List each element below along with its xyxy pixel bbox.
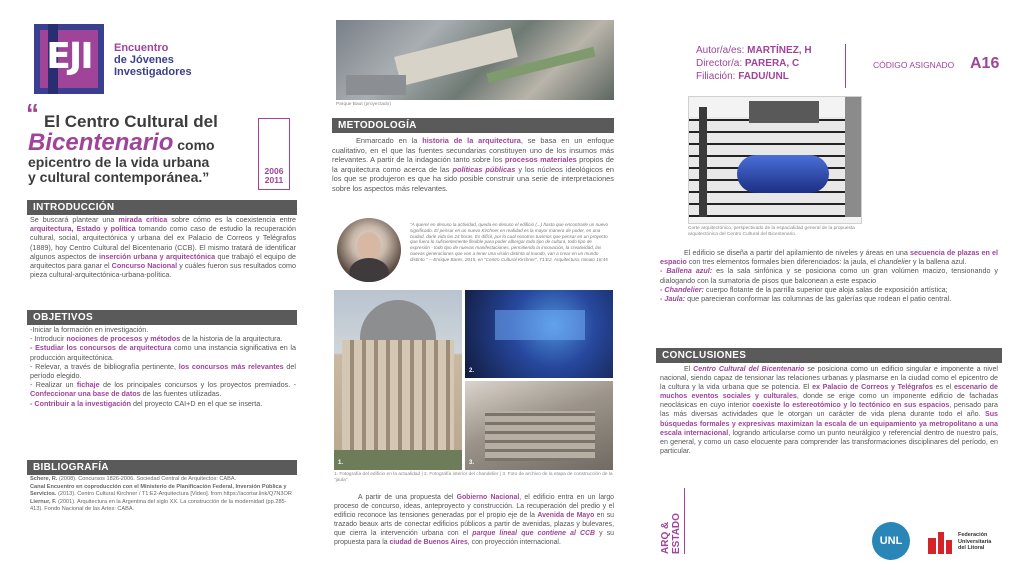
logo-text-2: de Jóvenes (114, 54, 174, 66)
met-h2: procesos materiales (504, 155, 577, 165)
rp-item-2-h: - Jaula: (660, 294, 686, 304)
authors-divider (845, 44, 846, 88)
section-drawing (688, 96, 862, 224)
fed-line-2: Universitaria (958, 538, 992, 545)
bibliografia-list (30, 476, 296, 513)
arq-estado-label (660, 488, 700, 554)
con-t4: , donde se erige como un imponente edificio de fachadas neoclásicas en cuyo interior (660, 392, 999, 410)
intro-h4: Concurso Nacional (111, 261, 178, 271)
rp-item-0-t: es la sala sinfónica y se posiciona como un gran volúmen macizo, tensionando y dialogando con la sumatoria de pisos que balconean a este espacio (660, 266, 998, 285)
con-t2: se posiciona como un edificio singular e imponente a nivel nacional, siendo capaz de tensionar las relaciones urbanas y plasmarse en la ciudad como el epicentro de la cultura y la vida urbana que se potencia. El (660, 365, 998, 392)
title-line-3: epicentro de la vida urbana (28, 154, 210, 170)
obj-1-t2: de la historia de la arquitectura. (180, 334, 283, 344)
con-h3: escenario de muchos eventos sociales y culturales (660, 383, 999, 401)
bib-item (30, 476, 296, 483)
bp-h1: Gobierno Nacional (456, 494, 520, 501)
rp-i1: chandelier (877, 257, 911, 267)
obj-4-t2: de los principales concursos y los proyectos premiados. - (99, 380, 296, 390)
author-row (696, 44, 856, 57)
objetivo-item (30, 399, 296, 408)
objetivo-item (30, 334, 296, 343)
met-h3: políticas públicas (452, 164, 516, 174)
affil-value: FADU/UNL (738, 71, 789, 82)
bib-1-b: Canal Encuentro en coproducción con el Ministerio de Planificación Federal, Inversión Pública y Servicios. (30, 484, 287, 497)
bp-t1: A partir de una propuesta del (358, 494, 457, 501)
bares-quote: "A querer en desuso la actividad, queda en desuso el edificio (...) hasta que encontrarle un nuevo significado. El pensar en un nuevo Kirchner en realidad es la mayor manera de poder, en una ciudad, darle vida las 24 horas. Es difícil, por lo cual nosotros tuvimos que pensar en un proyecto que fuera lo suficientemente flexible para poder albergar todo tipo de cultura, todo tipo de expresión - todo tipo de nuevas manifestaciones, permitiendo la innovación, la creatividad, las nuevas generaciones que van a tener una visión distinta al mundo, van a crear en un mundo distinto." —Enrique Bares, 2015, en "Centro Cultural Kirchner", T1:E2, Arquitectura, minuto 18:45 (410, 222, 609, 262)
obj-1-t: - Introducir (30, 334, 67, 344)
rp-t3: y la ballena azul. (910, 257, 967, 267)
title-line-1: El Centro Cultural del (44, 112, 218, 131)
con-h2: ex Palacio de Correos y Telégrafos (812, 383, 933, 392)
obj-5-t2: del proyecto CAI+D en el que se inserta. (131, 398, 263, 408)
bp-h3: parque lineal que contiene al CCB (472, 529, 595, 537)
section-caption: Corte arquitectónico, perspectivado de la espacialidad general de la propuesta arquitectónica del Centro Cultural del Bicentenario. (688, 226, 855, 237)
affil-label: Filiación: (696, 71, 736, 82)
bp-h4: ciudad de Buenos Aires (389, 538, 468, 546)
eji-logo (34, 24, 204, 94)
obj-4-t: - Realizar un (30, 380, 77, 390)
section-title-metodologia: METODOLOGÍA (332, 118, 614, 133)
bp-h2: Avenida de Mayo (537, 511, 595, 519)
bib-2-b: Liernur, F. (30, 499, 57, 505)
met-h1: historia de la arquitectura (422, 136, 521, 145)
federacion-mark (928, 530, 952, 556)
affil-row (696, 70, 856, 83)
intro-t4: que trabajó el equipo de arquitectos para ganar el (30, 251, 296, 271)
intro-t3: tomando como caso de estudio la recuperación cultural, social, arquitectónica y urbana del ex Palacio de Correos y Telégrafos (1889), hoy Centro Cultural del Bicentenario (CCB). El mismo tratará de identificar algunos aspectos de (30, 224, 296, 261)
section-title-objetivos: OBJETIVOS (27, 310, 297, 325)
met-t1: Enmarcado en la (356, 136, 423, 145)
title-line-2b: como (173, 137, 215, 153)
intro-h1: mirada crítica (118, 215, 168, 224)
objetivo-item (30, 380, 296, 398)
unl-logo-text: UNL (879, 535, 903, 547)
bib-item (30, 499, 296, 513)
title-line-4: y cultural contemporánea.” (28, 169, 210, 185)
aerial-photo (336, 20, 614, 100)
logo-text-3: Investigadores (114, 66, 192, 78)
metodologia-text (332, 136, 614, 194)
met-t4: y los núcleos ideológicos en los que se produjeron es que ha sido posible construir una serie de interpretaciones sobre los aspectos más relevantes. (332, 164, 614, 193)
obj-3-h: los concursos más relevantes (178, 361, 284, 371)
quote-mark: “ (26, 98, 39, 128)
years-box (258, 118, 290, 190)
bib-0-t: (2008). Concursos 1826-2006. Sociedad Central de Arquitectos: CABA. (57, 476, 237, 482)
rp-item-1-t: cuerpo flotante de la parrilla superior que aloja salas de exposición artística; (703, 284, 948, 294)
element-item (660, 285, 998, 294)
con-t3: es el (932, 383, 954, 392)
con-h4: coexiste lo estereotómico y lo tectónico en sus espacios (752, 401, 950, 410)
fed-line-3: del Litoral (958, 545, 985, 551)
intro-h2: arquitectura, Estado y política (30, 224, 136, 234)
rp-t1: El edificio se diseña a partir del apilamiento de niveles y áreas en una (684, 248, 910, 257)
logo-letters: EJI (46, 36, 92, 77)
section-title-conclusiones: CONCLUSIONES (656, 348, 1002, 363)
fed-line-1: Federación (958, 532, 988, 538)
obj-4-t3: de las fuentes utilizadas. (140, 389, 222, 399)
element-item (660, 266, 998, 284)
bib-1-t: (2013). Centro Cultural Kirchner / T1:E2-Arquitectura [Video]. from https://acortar.link/Q7N3OR (56, 491, 292, 497)
bp-t3: en su trazado beaux arts de conectar edificios públicos a partir de avenidas, plazas y bulevares, que cierra la intervención urbana con el (334, 511, 614, 537)
director-label: Director/a: (696, 58, 743, 69)
intro-t5: y cuáles fueron sus resultados como pieza cultural-arquitectónica-urbana-política. (30, 261, 297, 280)
rp-h1: secuencia de plazas en el espacio (660, 248, 998, 267)
met-t2: , se basa en un enfoque cualitativo, en el que las fuentes secundarias constituyen uno de los insumos más relevantes. A partir de la indagación tanto sobre los (332, 136, 614, 165)
intro-h3: inserción urbana y arquitectónica (99, 251, 216, 261)
author-label: Autor/a/es: (696, 45, 745, 56)
obj-3-t: - Relevar, a través de bibliografía pertinente, (30, 361, 179, 371)
objetivo-item (30, 325, 296, 334)
obj-4-h2: Confeccionar una base de datos (30, 389, 141, 399)
year-start: 2006 (264, 166, 284, 176)
objetivo-item (30, 343, 296, 361)
met-t3: propios de la arquitectura como acerca de las (332, 155, 614, 174)
conclusiones-text (660, 365, 998, 456)
intro-text (30, 215, 296, 279)
intro-t1: Se buscará plantear una (30, 215, 119, 224)
con-t1: El (684, 365, 694, 373)
section-title-bibliografia: BIBLIOGRAFÍA (27, 460, 297, 475)
year-end: 2011 (264, 175, 284, 185)
poster-title (26, 98, 260, 185)
obj-4-h: fichaje (76, 380, 100, 390)
federacion-logo (928, 524, 1018, 560)
section-title-intro: INTRODUCCIÓN (27, 200, 297, 215)
element-item (660, 294, 998, 303)
obj-5-h: - Contribuir a la investigación (30, 398, 132, 408)
photo-num-3: 3. (469, 460, 475, 466)
blue-whale-volume (737, 155, 829, 193)
photo-num-1: 1. (338, 460, 344, 466)
con-t6: , logrando articularse como un punto neurálgico y referencial dentro de nuestro país, en general, y como un caso elocuente para comprender las transformaciones disciplinares del período, en particular. (660, 428, 998, 455)
con-h5: Sus búsquedas formales y expresivas maximizan la escala de un equipamiento ya metropolitano a una escala internacional (660, 410, 998, 437)
intro-t2: sobre cómo es la coexistencia entre (167, 215, 296, 224)
obj-0-t: -Iniciar la formación en investigación. (30, 325, 149, 334)
obj-3-t2: del período elegido. (30, 361, 296, 381)
obj-1-h: nociones de procesos y métodos (66, 334, 181, 344)
bp-t5: , con proyección internacional. (467, 538, 561, 546)
obj-2-t2: como una instancia significativa en la producción arquitectónica. (30, 343, 296, 362)
objetivo-item (30, 362, 296, 380)
bottom-paragraph (334, 494, 614, 547)
unl-logo (872, 522, 910, 560)
bp-t4: y su propuesta para la (334, 529, 614, 546)
rp-t2: con tres elementos formales bien diferenciados: la jaula, el (686, 257, 878, 267)
aerial-caption: Parque Baut (proyectado) (336, 102, 391, 107)
rp-item-2-t: que parecieran conformar las columnas de las galerías que rodean el patio central. (685, 294, 952, 304)
bib-0-b: Schere, R. (30, 476, 58, 482)
rp-item-1-h: - Chandelier: (660, 284, 704, 294)
bp-t2: , el edificio entra en un largo proceso de concurso, ideas, anteproyecto y construcción. La recuperación del predio y el edificio reconoce las tensiones generadas por el propio eje de la (334, 494, 614, 519)
obj-2-h: - Estudiar los concursos de arquitectura (30, 343, 172, 353)
right-paragraph (660, 248, 998, 303)
bib-item (30, 484, 296, 498)
bib-2-t: (2001). Arquitectura en la Argentina del siglo XX. La construcción de la modernidad (pp.285-413). Fondo Nacional de las Artes: CABA. (30, 499, 287, 512)
title-line-2: Bicentenario (28, 129, 174, 156)
arq-line-1: ARQ & (660, 521, 671, 554)
director-row (696, 57, 856, 70)
logo-text-1: Encuentro (114, 42, 169, 54)
code-value: A16 (970, 55, 1000, 72)
rp-item-0-h: - Ballena azul: (660, 266, 713, 276)
photo-num-2: 2. (469, 368, 475, 374)
arq-line-2: ESTADO (671, 513, 682, 554)
grid-caption: 1. Fotografía del edificio en la actualidad | 2. Fotografía interior del chandelier | 3. Foto de archivo de la etapa de construcción de la "jaula" (334, 472, 613, 483)
authors-block (696, 44, 856, 83)
portrait-photo (337, 218, 401, 282)
author-value: MARTÍNEZ, H (747, 45, 812, 56)
logo-mark (34, 24, 104, 94)
interior-photo (465, 290, 613, 378)
con-h1: Centro Cultural del Bicentenario (693, 365, 805, 373)
objetivos-list (30, 325, 296, 408)
con-t5: , pensado para las más diversas actividades que le otorgan un carácter de vida plena durante todo el año. (660, 401, 998, 419)
director-value: PARERA, C (744, 58, 800, 69)
construction-photo (465, 381, 613, 470)
code-label: CÓDIGO ASIGNADO (873, 60, 955, 70)
facade-photo (334, 290, 462, 470)
